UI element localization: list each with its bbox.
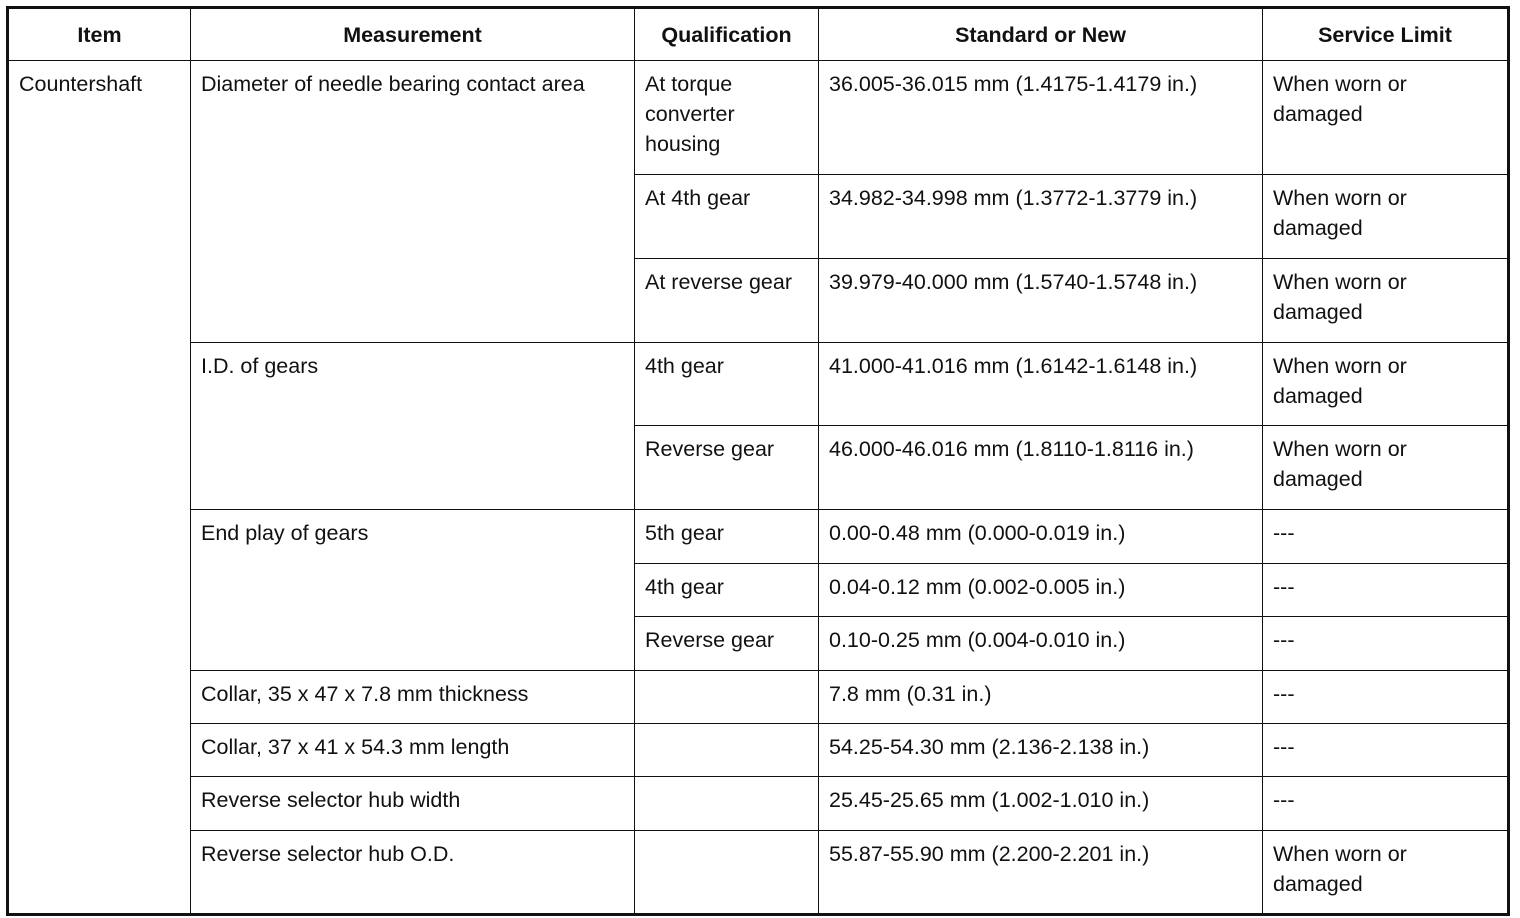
standard-cell: 7.8 mm (0.31 in.) xyxy=(819,671,1263,724)
standard-cell: 41.000-41.016 mm (1.6142-1.6148 in.) xyxy=(819,343,1263,426)
qualification-cell: 4th gear xyxy=(635,343,819,426)
service-limit-cell: --- xyxy=(1263,564,1509,617)
service-limit-cell: --- xyxy=(1263,724,1509,777)
standard-cell: 0.00-0.48 mm (0.000-0.019 in.) xyxy=(819,510,1263,564)
service-limit-cell: When worn or damaged xyxy=(1263,831,1509,915)
service-limit-cell: When worn or damaged xyxy=(1263,61,1509,175)
service-limit-cell: --- xyxy=(1263,777,1509,831)
measurement-cell: Diameter of needle bearing contact area xyxy=(191,61,635,343)
qualification-cell: At 4th gear xyxy=(635,175,819,259)
header-measurement: Measurement xyxy=(191,8,635,61)
qualification-cell xyxy=(635,724,819,777)
qualification-cell xyxy=(635,777,819,831)
measurement-cell: Collar, 35 x 47 x 7.8 mm thickness xyxy=(191,671,635,724)
qualification-cell xyxy=(635,671,819,724)
qualification-cell xyxy=(635,831,819,915)
measurement-cell: End play of gears xyxy=(191,510,635,671)
measurement-cell: Reverse selector hub O.D. xyxy=(191,831,635,915)
header-qualification: Qualification xyxy=(635,8,819,61)
specification-table xyxy=(6,6,1510,916)
header-row xyxy=(8,8,1509,61)
table-row xyxy=(8,61,1509,175)
measurement-cell: Reverse selector hub width xyxy=(191,777,635,831)
qualification-cell: Reverse gear xyxy=(635,426,819,510)
measurement-cell: Collar, 37 x 41 x 54.3 mm length xyxy=(191,724,635,777)
standard-cell: 54.25-54.30 mm (2.136-2.138 in.) xyxy=(819,724,1263,777)
qualification-cell: At torque converter housing xyxy=(635,61,819,175)
qualification-cell: At reverse gear xyxy=(635,259,819,343)
qualification-cell: 4th gear xyxy=(635,564,819,617)
service-limit-cell: --- xyxy=(1263,671,1509,724)
measurement-cell: I.D. of gears xyxy=(191,343,635,510)
service-limit-cell: When worn or damaged xyxy=(1263,175,1509,259)
standard-cell: 0.04-0.12 mm (0.002-0.005 in.) xyxy=(819,564,1263,617)
table-row xyxy=(8,777,1509,831)
header-item: Item xyxy=(8,8,191,61)
standard-cell: 46.000-46.016 mm (1.8110-1.8116 in.) xyxy=(819,426,1263,510)
service-limit-cell: When worn or damaged xyxy=(1263,259,1509,343)
item-cell: Countershaft xyxy=(8,61,191,915)
table-row xyxy=(8,671,1509,724)
header-service-limit: Service Limit xyxy=(1263,8,1509,61)
standard-cell: 34.982-34.998 mm (1.3772-1.3779 in.) xyxy=(819,175,1263,259)
standard-cell: 39.979-40.000 mm (1.5740-1.5748 in.) xyxy=(819,259,1263,343)
table-row xyxy=(8,724,1509,777)
standard-cell: 55.87-55.90 mm (2.200-2.201 in.) xyxy=(819,831,1263,915)
qualification-cell: Reverse gear xyxy=(635,617,819,671)
service-limit-cell: When worn or damaged xyxy=(1263,343,1509,426)
table-row xyxy=(8,510,1509,564)
table-row xyxy=(8,343,1509,426)
qualification-cell: 5th gear xyxy=(635,510,819,564)
standard-cell: 0.10-0.25 mm (0.004-0.010 in.) xyxy=(819,617,1263,671)
header-standard: Standard or New xyxy=(819,8,1263,61)
service-limit-cell: When worn or damaged xyxy=(1263,426,1509,510)
standard-cell: 36.005-36.015 mm (1.4175-1.4179 in.) xyxy=(819,61,1263,175)
table-row xyxy=(8,831,1509,915)
service-limit-cell: --- xyxy=(1263,617,1509,671)
service-limit-cell: --- xyxy=(1263,510,1509,564)
standard-cell: 25.45-25.65 mm (1.002-1.010 in.) xyxy=(819,777,1263,831)
